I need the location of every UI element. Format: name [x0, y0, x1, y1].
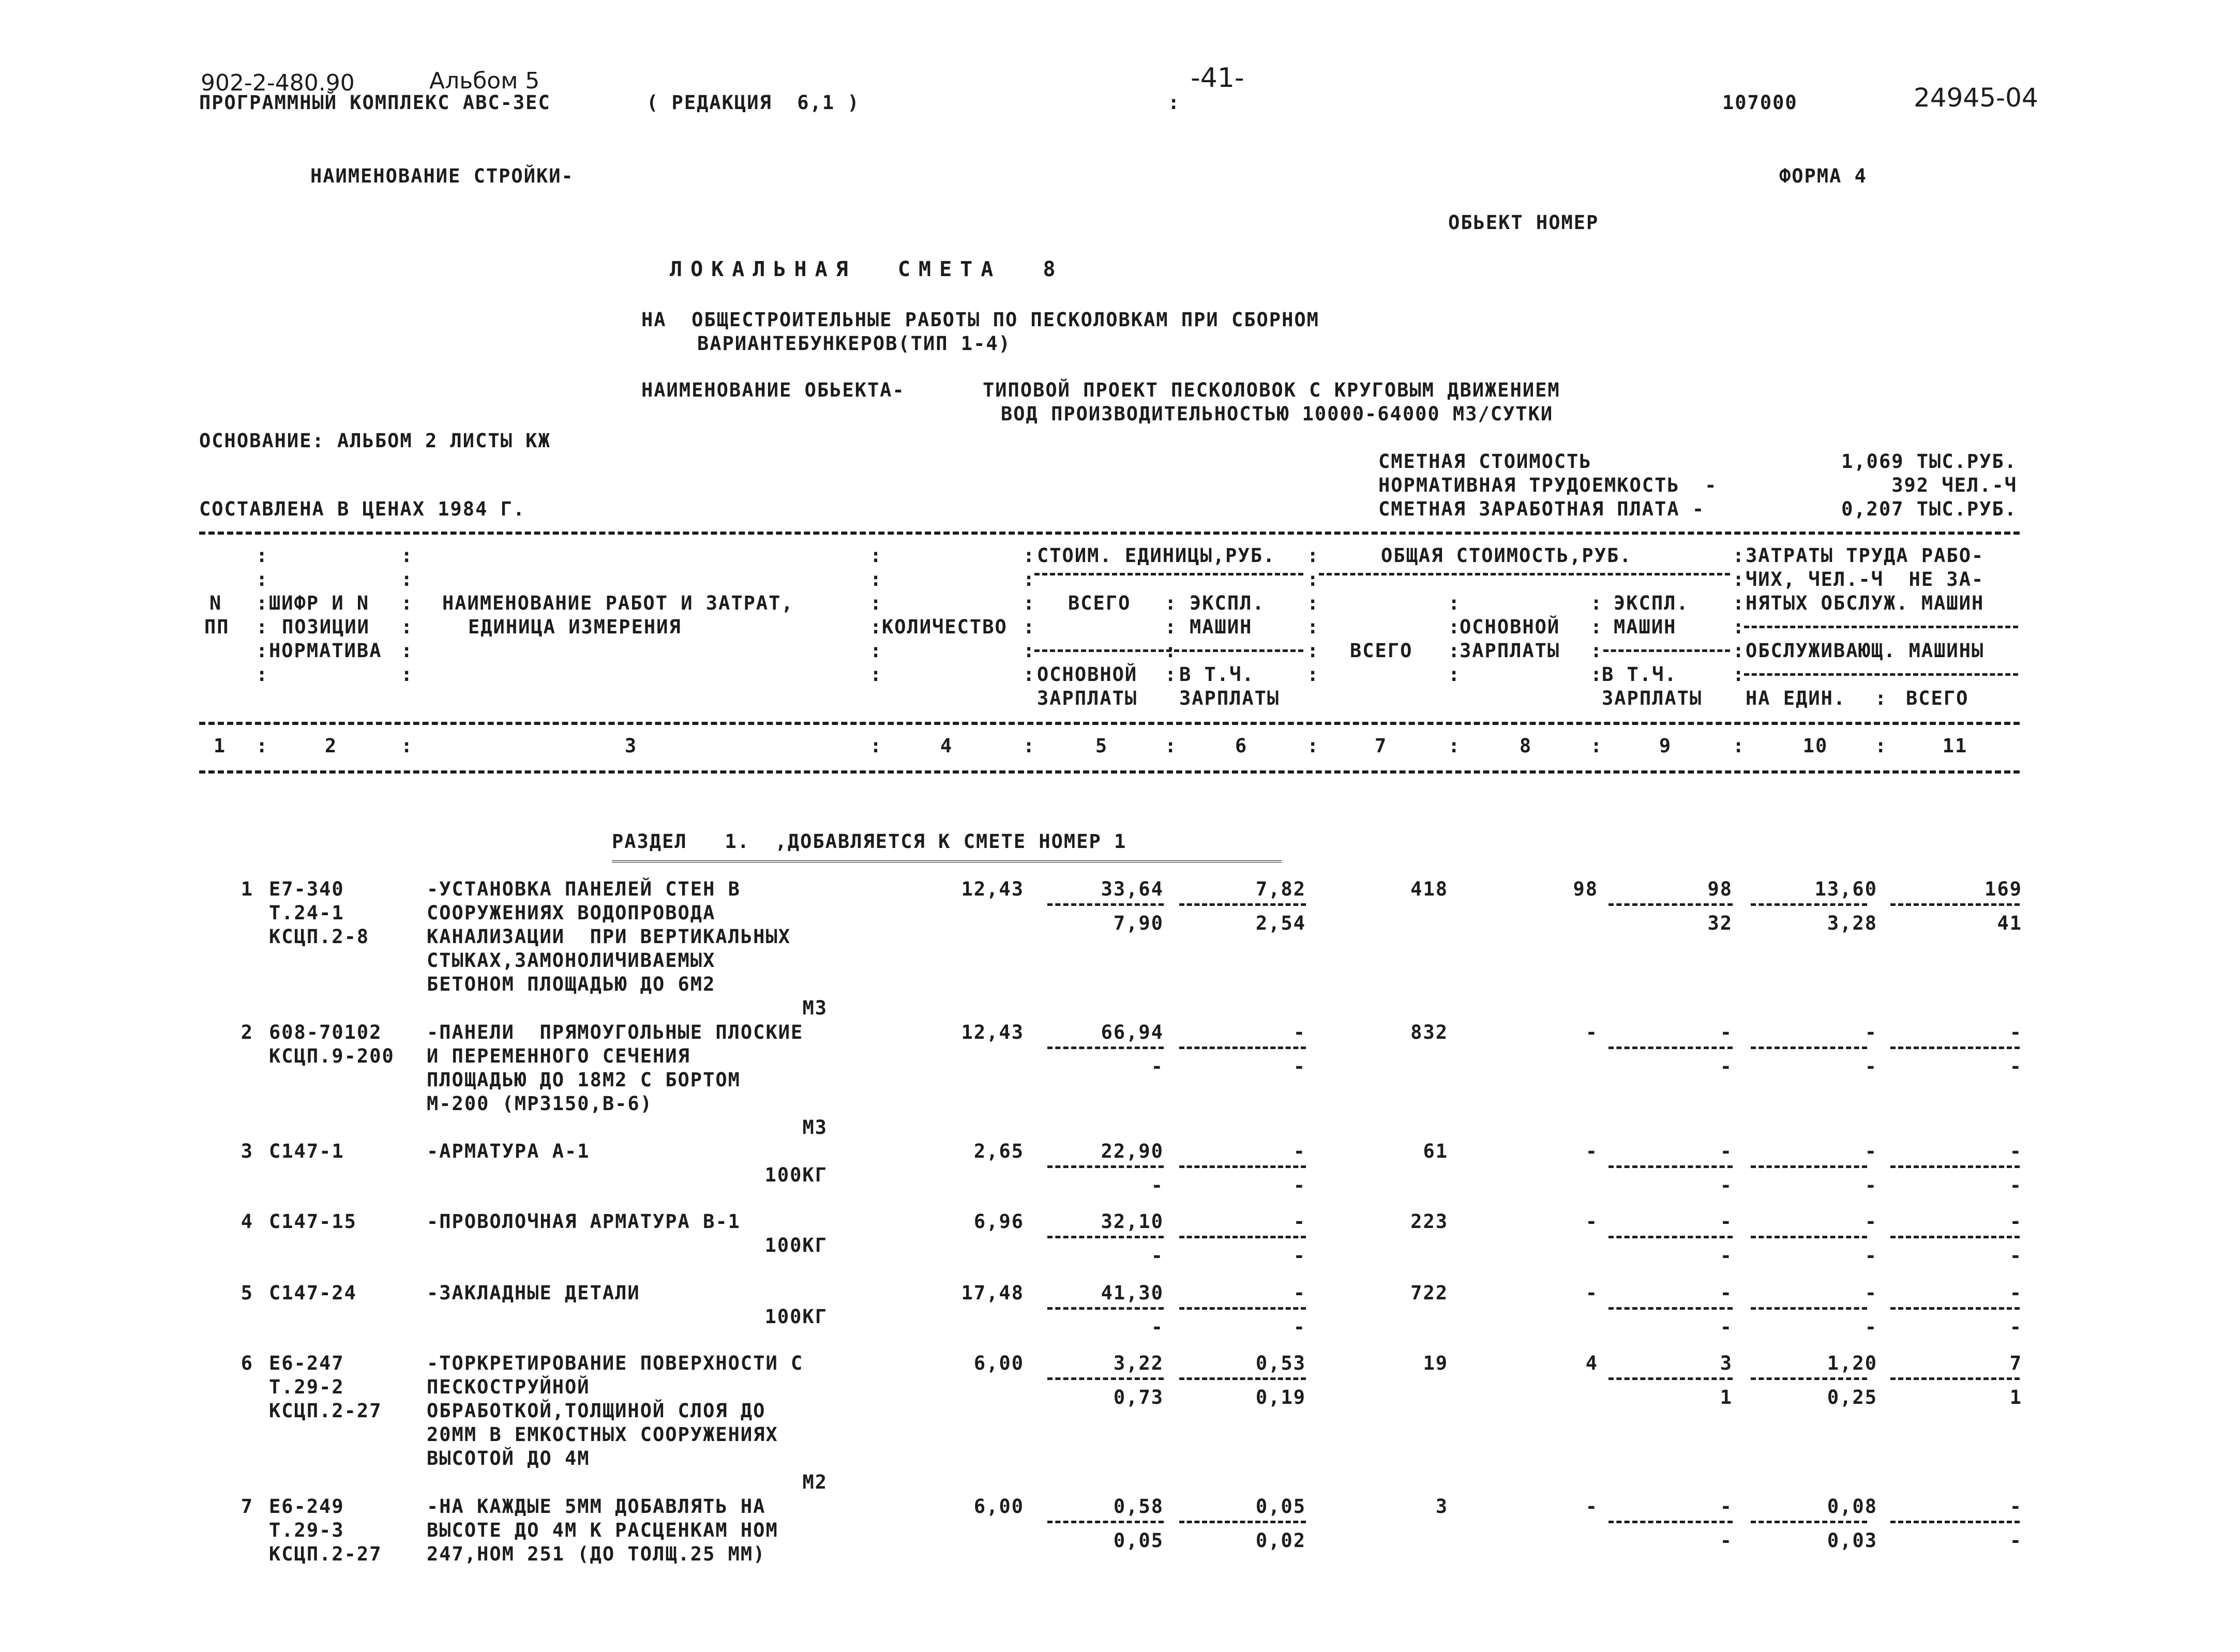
row-divider — [1608, 1236, 1733, 1238]
album-reference: 902-2-480.90 — [201, 70, 355, 96]
col3-header: НАИМЕНОВАНИЕ РАБОТ И ЗАТРАТ, — [442, 592, 794, 614]
row-labor-total-b: - — [2009, 1245, 2022, 1267]
row-name: БЕТОНОМ ПЛОЩАДЬЮ ДО 6М2 — [427, 973, 716, 995]
row-labor-unit-b: 0,03 — [1827, 1529, 1877, 1552]
row-quantity: 6,00 — [973, 1352, 1024, 1374]
row-divider — [1608, 1377, 1733, 1380]
row-unit-machines: 0,05 — [1255, 1495, 1306, 1518]
row-code: Е6-247 — [269, 1352, 344, 1374]
row-name: ПЕСКОСТРУЙНОЙ — [427, 1376, 590, 1398]
row-unit-machines: - — [1293, 1210, 1306, 1233]
row-unit: М3 — [802, 997, 828, 1019]
row-unit-wages: 7,90 — [1113, 912, 1164, 934]
row-total-machines: - — [1720, 1140, 1733, 1162]
row-divider — [1047, 1047, 1164, 1049]
row-total-wages: - — [1585, 1140, 1598, 1162]
row-name: СТЫКАХ,ЗАМОНОЛИЧИВАЕМЫХ — [427, 949, 716, 972]
row-name: ПЛОЩАДЬЮ ДО 18М2 С БОРТОМ — [427, 1069, 741, 1091]
row-code: Т.24-1 — [269, 902, 344, 924]
row-unit-incl-wages: - — [1293, 1055, 1306, 1078]
row-code: Е7-340 — [269, 878, 344, 900]
row-number: 7 — [240, 1495, 253, 1518]
row-unit-machines: 7,82 — [1255, 878, 1306, 900]
row-total-incl-wages: - — [1720, 1055, 1733, 1078]
total-all-header: ВСЕГО — [1350, 640, 1413, 662]
row-quantity: 6,00 — [973, 1495, 1024, 1518]
row-labor-unit: - — [1865, 1140, 1877, 1162]
row-divider — [1890, 1521, 2020, 1523]
row-total-incl-wages: - — [1720, 1174, 1733, 1196]
object-number-label: ОБЬЕКТ НОМЕР — [1448, 211, 1599, 234]
row-unit-machines: - — [1293, 1282, 1306, 1304]
row-labor-unit: 1,20 — [1827, 1352, 1877, 1374]
row-unit-machines: - — [1293, 1021, 1306, 1043]
row-divider — [1179, 1521, 1306, 1523]
row-labor-total: 7 — [2009, 1352, 2022, 1374]
row-total-incl-wages: - — [1720, 1316, 1733, 1338]
row-number: 6 — [240, 1352, 253, 1374]
header-rule-top — [199, 532, 2020, 535]
row-total: 722 — [1410, 1282, 1448, 1304]
row-labor-unit: 0,08 — [1827, 1495, 1877, 1518]
row-divider — [1179, 903, 1306, 906]
row-divider — [1890, 903, 2020, 906]
row-code: Е6-249 — [269, 1495, 344, 1518]
row-divider — [1047, 1307, 1164, 1310]
album-label: Альбом 5 — [429, 68, 540, 94]
summary-label-labor: НОРМАТИВНАЯ ТРУДОЕМКОСТЬ - — [1378, 474, 1718, 496]
row-total: 418 — [1410, 878, 1448, 900]
row-code: С147-15 — [269, 1210, 357, 1233]
row-unit-total: 3,22 — [1113, 1352, 1164, 1374]
row-total: 61 — [1423, 1140, 1448, 1162]
row-labor-total: - — [2009, 1282, 2022, 1304]
row-unit-wages: 0,05 — [1113, 1529, 1164, 1552]
row-name: СООРУЖЕНИЯХ ВОДОПРОВОДА — [427, 902, 716, 924]
page-title: ЛОКАЛЬНАЯ СМЕТА 8 — [670, 257, 1064, 281]
row-divider — [1751, 1236, 1867, 1238]
summary-label-cost: СМЕТНАЯ СТОИМОСТЬ — [1378, 450, 1592, 473]
row-name: ВЫСОТЕ ДО 4М К РАСЦЕНКАМ НОМ — [427, 1519, 778, 1541]
row-name: 20ММ В ЕМКОСТНЫХ СООРУЖЕНИЯХ — [427, 1423, 778, 1446]
row-divider — [1890, 1165, 2020, 1168]
row-divider — [1890, 1236, 2020, 1238]
row-total-machines: 98 — [1707, 878, 1733, 900]
row-code: Т.29-2 — [269, 1376, 344, 1398]
row-total-wages: 98 — [1573, 878, 1598, 900]
labor-group-header: ЗАТРАТЫ ТРУДА РАБО- — [1746, 544, 1985, 567]
row-labor-total: - — [2009, 1021, 2022, 1043]
row-code: КСЦП.2-8 — [269, 926, 370, 948]
row-name: -ТОРКРЕТИРОВАНИЕ ПОВЕРХНОСТИ С — [427, 1352, 804, 1374]
row-divider — [1751, 1377, 1867, 1380]
total-cost-group-header: ОБЩАЯ СТОИМОСТЬ,РУБ. — [1381, 544, 1632, 567]
row-unit-incl-wages: 0,19 — [1255, 1386, 1306, 1408]
row-labor-total-b: - — [2009, 1174, 2022, 1196]
row-unit-incl-wages: 0,02 — [1255, 1529, 1306, 1552]
row-labor-total: - — [2009, 1210, 2022, 1233]
row-name: И ПЕРЕМЕННОГО СЕЧЕНИЯ — [427, 1045, 690, 1067]
row-total-wages: - — [1585, 1021, 1598, 1043]
row-code: 608-70102 — [269, 1021, 382, 1043]
col1-header: N — [209, 592, 222, 614]
row-labor-total-b: - — [2009, 1055, 2022, 1078]
row-divider — [1608, 1047, 1733, 1049]
row-unit-wages: - — [1151, 1174, 1164, 1196]
row-total-machines: - — [1720, 1282, 1733, 1304]
unit-cost-group-header: СТОИМ. ЕДИНИЦЫ,РУБ. — [1037, 544, 1276, 567]
summary-value-cost: 1,069 ТЫС.РУБ. — [1841, 450, 2017, 473]
row-unit-incl-wages: - — [1293, 1245, 1306, 1267]
estimate-page: 902-2-480.90 Альбом 5 ПРОГРАММНЫЙ КОМПЛЕКС АВС-3ЕС ( РЕДАКЦИЯ 6,1 ) -41- : 107000 24945-04 НАИМЕНОВАНИЕ СТРОЙКИ- ФОРМА 4 ОБЬЕКТ НОМЕР ЛОКАЛЬНАЯ СМЕТА 8 НА ОБЩЕСТРОИТЕЛЬНЫЕ РАБОТЫ ПО ПЕСКОЛОВКАМ ПРИ СБОРНОМ ВАРИАНТЕБУНКЕРОВ(ТИП 1-4) НАИМЕНОВАНИЕ ОБЬЕКТА- ТИПОВОЙ ПРОЕКТ ПЕСКОЛОВОК С КРУГОВЫМ ДВИЖЕНИЕМ ВОД ПРОИЗВОДИТЕЛЬНОСТЬЮ 10000-64000 М3/СУТКИ ОСНОВАНИЕ: АЛЬБОМ 2 ЛИСТЫ КЖ СМЕТНАЯ СТОИМОСТЬ 1,069 ТЫС.РУБ. НОРМАТИВНАЯ ТРУДОЕМКОСТЬ - 392 ЧЕЛ.-Ч СМЕТНАЯ ЗАРАБОТНАЯ ПЛАТА - 0,207 ТЫС.РУБ. СОСТАВЛЕНА В ЦЕНАХ 1984 Г. : : : : : : : : : : : : : : : : : : : : : : : : : : : : : : : : : : : : : : : : : : : : : : : : N ПП ШИФР И N ПОЗИЦИИ НОРМАТИВА НАИМЕНОВАНИЕ РАБОТ И ЗАТРАТ, ЕДИНИЦА ИЗМЕРЕНИЯ КОЛИЧЕСТВО СТОИМ. ЕДИНИЦЫ,РУБ. ВСЕГО ЭКСПЛ. МАШИН ОСНОВНОЙ ЗАРПЛАТЫ В Т.Ч. ЗАРПЛАТЫ ОБЩАЯ СТОИМОСТЬ,РУБ. ВСЕГО ОСНОВНОЙ ЗАРПЛАТЫ ЭКСПЛ. МАШИН В Т.Ч. ЗАРПЛАТЫ ЗАТРАТЫ ТРУДА РАБО- ЧИХ, ЧЕЛ.-Ч НЕ ЗА- НЯТЫХ ОБСЛУЖ. МАШИН ОБСЛУЖИВАЮЩ. МАШИНЫ НА ЕДИН. : ВСЕГО 1 2 3 4 5 6 7 8 9 10 11 : : : : : : : : : : РАЗДЕЛ 1. ,ДОБАВЛЯЕТСЯ К СМЕТЕ НОМЕР 1 1 Е7-340 Т.24-1 КСЦП.2-8 -УСТАНОВКА ПАНЕЛЕЙ СТЕН В СООРУЖЕНИЯХ ВОДОПРОВОДА КАНАЛИЗАЦИИ ПРИ ВЕРТИКАЛЬНЫХ СТЫКАХ,ЗАМОНОЛИЧИВАЕМЫХ БЕТОНОМ ПЛОЩАДЬЮ ДО 6М2 М3 12,43 33,64 7,82 418 98 98 13,60 169 7,90 2,54 32 3,28 41 2 608-70102 КСЦП.9-200 -ПАНЕЛИ ПРЯМОУГОЛЬНЫЕ ПЛОСКИЕ И ПЕРЕМЕННОГО СЕЧЕНИЯ ПЛОЩАДЬЮ ДО 18М2 С БОРТОМ М-200 (МР3150,В-6) М3 12,43 66,94 - 832 - - - - - - - - - 3 С147-1 -АРМАТУРА А-1 100КГ 2,65 22,90 - 61 - - - - - - - - - 4 С147-15 -ПРОВОЛОЧНАЯ АРМАТУРА В-1 100КГ 6,96 32,10 - 223 - - - - - - - - - 5 С147-24 -ЗАКЛАДНЫЕ ДЕТАЛИ 100КГ 17,48 41,30 - 722 - - - - - - - - - 6 Е6-247 Т.29-2 КСЦП.2-27 -ТОРКРЕТИРОВАНИЕ ПОВЕРХНОСТИ С ПЕСКОСТРУЙНОЙ ОБРАБОТКОЙ,ТОЛЩИНОЙ СЛОЯ ДО 20ММ В ЕМКОСТНЫХ СООРУЖЕНИЯХ ВЫСОТОЙ ДО 4М М2 6,00 3,22 0,53 19 4 3 1,20 7 0,73 0,19 1 0,25 1 7 Е6-249 Т.29-3 КСЦП.2-27 -НА КАЖДЫЕ 5ММ ДОБАВЛЯТЬ НА ВЫСОТЕ ДО 4М К РАСЦЕНКАМ НОМ 247,НОМ 251 (ДО ТОЛЩ.25 ММ) 6,00 0,58 0,05 3 - - 0,08 - 0,05 0,02 - 0,03 - — [199, 63, 2038, 1565]
row-name: ВЫСОТОЙ ДО 4М — [427, 1447, 590, 1469]
row-total-machines: 3 — [1720, 1352, 1733, 1374]
row-name: ОБРАБОТКОЙ,ТОЛЩИНОЙ СЛОЯ ДО — [427, 1400, 766, 1422]
row-code: Т.29-3 — [269, 1519, 344, 1541]
row-total: 19 — [1423, 1352, 1448, 1374]
row-name: -ПАНЕЛИ ПРЯМОУГОЛЬНЫЕ ПЛОСКИЕ — [427, 1021, 804, 1043]
row-divider — [1047, 1377, 1164, 1380]
row-name: КАНАЛИЗАЦИИ ПРИ ВЕРТИКАЛЬНЫХ — [427, 926, 791, 948]
row-labor-unit-b: 3,28 — [1827, 912, 1877, 934]
summary-label-wages: СМЕТНАЯ ЗАРАБОТНАЯ ПЛАТА - — [1378, 498, 1705, 520]
row-divider — [1751, 1307, 1867, 1310]
row-quantity: 2,65 — [973, 1140, 1024, 1162]
row-total-machines: - — [1720, 1210, 1733, 1233]
row-code: С147-24 — [269, 1282, 357, 1304]
row-total-incl-wages: 1 — [1720, 1386, 1733, 1408]
row-number: 5 — [240, 1282, 253, 1304]
row-total: 3 — [1435, 1495, 1448, 1518]
row-number: 2 — [240, 1021, 253, 1043]
row-labor-total-b: - — [2009, 1529, 2022, 1552]
object-name-line-2: ВОД ПРОИЗВОДИТЕЛЬНОСТЬЮ 10000-64000 М3/СУТКИ — [1001, 403, 1554, 425]
row-divider — [1047, 903, 1164, 906]
row-number: 3 — [240, 1140, 253, 1162]
row-divider — [1179, 1165, 1306, 1168]
row-unit-incl-wages: - — [1293, 1174, 1306, 1196]
construction-label: НАИМЕНОВАНИЕ СТРОЙКИ- — [310, 165, 574, 187]
row-code: С147-1 — [269, 1140, 344, 1162]
row-labor-total-b: 41 — [1997, 912, 2022, 934]
row-unit-machines: 0,53 — [1255, 1352, 1306, 1374]
row-labor-unit-b: - — [1865, 1316, 1877, 1338]
row-unit: 100КГ — [764, 1234, 828, 1256]
row-total-wages: - — [1585, 1210, 1598, 1233]
row-total: 832 — [1410, 1021, 1448, 1043]
row-unit: М2 — [802, 1471, 828, 1493]
row-divider — [1890, 1377, 2020, 1380]
row-unit-total: 41,30 — [1101, 1282, 1164, 1304]
row-labor-unit: - — [1865, 1210, 1877, 1233]
row-unit-machines: - — [1293, 1140, 1306, 1162]
row-total-machines: - — [1720, 1495, 1733, 1518]
row-total-wages: 4 — [1585, 1352, 1598, 1374]
row-labor-unit: - — [1865, 1021, 1877, 1043]
row-number: 1 — [240, 878, 253, 900]
basis: ОСНОВАНИЕ: АЛЬБОМ 2 ЛИСТЫ КЖ — [199, 430, 551, 452]
row-divider — [1179, 1377, 1306, 1380]
row-quantity: 12,43 — [961, 878, 1024, 900]
subject-line-1: НА ОБЩЕСТРОИТЕЛЬНЫЕ РАБОТЫ ПО ПЕСКОЛОВКАМ ПРИ СБОРНОМ — [641, 309, 1319, 331]
header-rule-bottom — [199, 770, 2020, 774]
page-number: -41- — [1191, 63, 1244, 94]
row-labor-unit: - — [1865, 1282, 1877, 1304]
row-total: 223 — [1410, 1210, 1448, 1233]
row-labor-unit-b: - — [1865, 1174, 1877, 1196]
prices-basis: СОСТАВЛЕНА В ЦЕНАХ 1984 Г. — [199, 498, 526, 520]
row-unit-total: 32,10 — [1101, 1210, 1164, 1233]
row-name: -УСТАНОВКА ПАНЕЛЕЙ СТЕН В — [427, 878, 741, 900]
col4-header: КОЛИЧЕСТВО — [882, 616, 1008, 638]
col2-header: ШИФР И N — [269, 592, 370, 614]
row-total-incl-wages: - — [1720, 1529, 1733, 1552]
row-unit: М3 — [802, 1116, 828, 1139]
header-separators: : : : : : : — [256, 544, 268, 686]
row-name: -ПРОВОЛОЧНАЯ АРМАТУРА В-1 — [427, 1210, 741, 1233]
row-name: -ЗАКЛАДНЫЕ ДЕТАЛИ — [427, 1282, 640, 1304]
document-code: 107000 — [1722, 92, 1798, 114]
row-total-wages: - — [1585, 1282, 1598, 1304]
row-code: КСЦП.2-27 — [269, 1543, 382, 1565]
row-total-machines: - — [1720, 1021, 1733, 1043]
row-divider — [1608, 903, 1733, 906]
row-divider — [1751, 1165, 1867, 1168]
row-name: М-200 (МР3150,В-6) — [427, 1093, 653, 1115]
row-code: КСЦП.2-27 — [269, 1400, 382, 1422]
row-divider — [1179, 1047, 1306, 1049]
row-unit-total: 33,64 — [1101, 878, 1164, 900]
row-divider — [1047, 1236, 1164, 1238]
row-total-incl-wages: - — [1720, 1245, 1733, 1267]
row-divider — [1047, 1521, 1164, 1523]
row-labor-total-b: 1 — [2009, 1386, 2022, 1408]
row-total-incl-wages: 32 — [1707, 912, 1733, 934]
unit-total-header: ВСЕГО — [1068, 592, 1131, 614]
row-unit-wages: - — [1151, 1316, 1164, 1338]
row-quantity: 12,43 — [961, 1021, 1024, 1043]
row-labor-unit-b: - — [1865, 1055, 1877, 1078]
row-divider — [1751, 903, 1867, 906]
row-unit-total: 22,90 — [1101, 1140, 1164, 1162]
row-divider — [1047, 1165, 1164, 1168]
object-name-label: НАИМЕНОВАНИЕ ОБЬЕКТА- — [641, 379, 905, 401]
row-labor-total-b: - — [2009, 1316, 2022, 1338]
row-divider — [1608, 1521, 1733, 1523]
row-divider — [1890, 1307, 2020, 1310]
section-title: РАЗДЕЛ 1. ,ДОБАВЛЯЕТСЯ К СМЕТЕ НОМЕР 1 — [612, 830, 1127, 853]
row-unit-incl-wages: - — [1293, 1316, 1306, 1338]
row-quantity: 6,96 — [973, 1210, 1024, 1233]
row-labor-total: 169 — [1985, 878, 2022, 900]
row-divider — [1179, 1236, 1306, 1238]
row-divider — [1608, 1307, 1733, 1310]
row-labor-unit-b: 0,25 — [1827, 1386, 1877, 1408]
row-divider — [1751, 1047, 1867, 1049]
row-unit-total: 66,94 — [1101, 1021, 1164, 1043]
row-divider — [1751, 1521, 1867, 1523]
row-divider — [1890, 1047, 2020, 1049]
edition: ( РЕДАКЦИЯ 6,1 ) — [647, 92, 860, 114]
object-name-line-1: ТИПОВОЙ ПРОЕКТ ПЕСКОЛОВОК С КРУГОВЫМ ДВИЖЕНИЕМ — [983, 379, 1560, 401]
row-number: 4 — [240, 1210, 253, 1233]
row-labor-unit: 13,60 — [1814, 878, 1877, 900]
row-divider — [1179, 1307, 1306, 1310]
summary-value-wages: 0,207 ТЫС.РУБ. — [1841, 498, 2017, 520]
row-total-wages: - — [1585, 1495, 1598, 1518]
row-unit-wages: - — [1151, 1055, 1164, 1078]
row-labor-unit-b: - — [1865, 1245, 1877, 1267]
form-label: ФОРМА 4 — [1779, 165, 1867, 187]
row-unit: 100КГ — [764, 1306, 828, 1328]
row-name: 247,НОМ 251 (ДО ТОЛЩ.25 ММ) — [427, 1543, 766, 1565]
row-labor-total: - — [2009, 1140, 2022, 1162]
summary-value-labor: 392 ЧЕЛ.-Ч — [1891, 474, 2017, 496]
row-unit-incl-wages: 2,54 — [1255, 912, 1306, 934]
header-rule-mid — [199, 722, 2020, 725]
row-unit-wages: 0,73 — [1113, 1386, 1164, 1408]
row-name: -НА КАЖДЫЕ 5ММ ДОБАВЛЯТЬ НА — [427, 1495, 766, 1518]
section-underline — [612, 860, 1282, 862]
header-colon: : — [1168, 92, 1181, 114]
row-name: -АРМАТУРА А-1 — [427, 1140, 590, 1162]
row-unit-total: 0,58 — [1113, 1495, 1164, 1518]
row-labor-total: - — [2009, 1495, 2022, 1518]
subject-line-2: ВАРИАНТЕБУНКЕРОВ(ТИП 1-4) — [697, 332, 1011, 355]
row-unit-wages: - — [1151, 1245, 1164, 1267]
row-divider — [1608, 1165, 1733, 1168]
row-quantity: 17,48 — [961, 1282, 1024, 1304]
row-code: КСЦП.9-200 — [269, 1045, 395, 1067]
document-number: 24945-04 — [1914, 83, 2038, 113]
program-name: ПРОГРАММНЫЙ КОМПЛЕКС АВС-3ЕС — [199, 92, 551, 114]
row-unit: 100КГ — [764, 1164, 828, 1186]
